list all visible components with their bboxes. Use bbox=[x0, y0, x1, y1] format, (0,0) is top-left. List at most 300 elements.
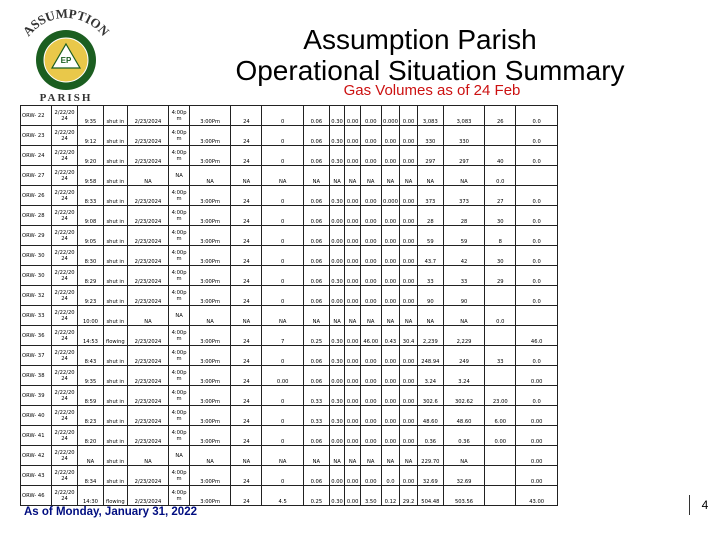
parish-seal-logo bbox=[2, 6, 130, 106]
table-cell: 3:00Pm bbox=[189, 386, 230, 406]
table-cell: 2/22/20 24 bbox=[52, 486, 78, 506]
table-cell: NA bbox=[345, 446, 361, 466]
table-cell: 2/22/20 24 bbox=[52, 466, 78, 486]
table-cell: NA bbox=[345, 166, 361, 186]
table-cell: 4:00p m bbox=[169, 426, 190, 446]
table-cell: 33 bbox=[485, 346, 516, 366]
table-cell: 24 bbox=[231, 266, 262, 286]
table-cell: NA bbox=[169, 166, 190, 186]
table-cell bbox=[485, 446, 516, 466]
table-cell: 0.00 bbox=[381, 406, 400, 426]
table-cell: 33 bbox=[443, 266, 484, 286]
table-cell: shut in bbox=[103, 366, 127, 386]
well-name-cell: ORW- 24 bbox=[21, 146, 52, 166]
table-cell: 0.00 bbox=[345, 346, 361, 366]
table-cell: 4:00p m bbox=[169, 486, 190, 506]
table-cell: 2/22/20 24 bbox=[52, 446, 78, 466]
table-cell: 3.50 bbox=[360, 486, 381, 506]
table-cell: 24 bbox=[231, 426, 262, 446]
table-cell: 6.00 bbox=[485, 406, 516, 426]
table-cell: 2/22/20 24 bbox=[52, 406, 78, 426]
well-name-cell: ORW- 43 bbox=[21, 466, 52, 486]
table-cell: 3:00Pm bbox=[189, 406, 230, 426]
table-cell: 0.00 bbox=[345, 206, 361, 226]
table-cell: NA bbox=[189, 306, 230, 326]
table-cell: NA bbox=[400, 446, 418, 466]
table-cell: 8:43 bbox=[78, 346, 104, 366]
table-cell: NA bbox=[231, 446, 262, 466]
table-cell: 0.06 bbox=[303, 286, 329, 306]
table-cell: 4:00p m bbox=[169, 386, 190, 406]
table-cell: NA bbox=[262, 446, 303, 466]
table-cell: 3:00Pm bbox=[189, 146, 230, 166]
table-cell: 2/22/20 24 bbox=[52, 186, 78, 206]
as-of-date: As of Monday, January 31, 2022 bbox=[24, 506, 197, 518]
seal-text-top: ASSUMPTION bbox=[19, 6, 113, 39]
table-cell: 0.0 bbox=[516, 386, 558, 406]
table-cell: 90 bbox=[443, 286, 484, 306]
table-cell: 0.0 bbox=[516, 266, 558, 286]
table-cell: 0.00 bbox=[345, 366, 361, 386]
well-name-cell: ORW- 30 bbox=[21, 266, 52, 286]
table-row bbox=[21, 126, 558, 146]
table-cell: 0.36 bbox=[443, 426, 484, 446]
table-cell: 297 bbox=[417, 146, 443, 166]
table-cell: NA bbox=[400, 166, 418, 186]
table-cell: shut in bbox=[103, 286, 127, 306]
table-cell: 0.00 bbox=[400, 426, 418, 446]
table-cell: 0.00 bbox=[360, 226, 381, 246]
table-cell: 0.00 bbox=[329, 206, 345, 226]
table-cell: 0 bbox=[262, 126, 303, 146]
table-cell: 2/23/2024 bbox=[127, 226, 168, 246]
table-cell: 2/23/2024 bbox=[127, 146, 168, 166]
table-cell: 0.0 bbox=[516, 346, 558, 366]
table-cell: 29 bbox=[485, 266, 516, 286]
table-cell: 0.00 bbox=[360, 466, 381, 486]
table-cell: 2/22/20 24 bbox=[52, 386, 78, 406]
table-cell: 2/23/2024 bbox=[127, 186, 168, 206]
table-cell: 0.00 bbox=[360, 286, 381, 306]
page-subtitle: Gas Volumes as of 24 Feb bbox=[343, 82, 521, 99]
table-cell: 4.5 bbox=[262, 486, 303, 506]
table-cell: NA bbox=[381, 166, 400, 186]
table-row bbox=[21, 366, 558, 386]
table-cell: 0.00 bbox=[360, 266, 381, 286]
table-cell: 0.00 bbox=[345, 266, 361, 286]
table-cell: 0.00 bbox=[329, 286, 345, 306]
table-cell: NA bbox=[381, 306, 400, 326]
page-title-line2: Operational Situation Summary bbox=[235, 55, 625, 86]
table-cell: 4:00p m bbox=[169, 146, 190, 166]
table-cell: NA bbox=[127, 306, 168, 326]
table-cell: 0.00 bbox=[381, 206, 400, 226]
table-cell: 2/22/20 24 bbox=[52, 286, 78, 306]
table-cell: 28 bbox=[443, 206, 484, 226]
table-cell: NA bbox=[345, 306, 361, 326]
table-cell: 2/22/20 24 bbox=[52, 126, 78, 146]
table-cell: 9:20 bbox=[78, 146, 104, 166]
table-cell: 2/22/20 24 bbox=[52, 146, 78, 166]
table-cell: 0.30 bbox=[329, 266, 345, 286]
table-cell: 30 bbox=[485, 246, 516, 266]
table-cell: 4:00p m bbox=[169, 186, 190, 206]
table-cell: 0.00 bbox=[345, 386, 361, 406]
table-cell: 4:00p m bbox=[169, 286, 190, 306]
table-cell: 10:00 bbox=[78, 306, 104, 326]
table-cell: 42 bbox=[443, 246, 484, 266]
table-row bbox=[21, 386, 558, 406]
table-cell: 8:59 bbox=[78, 386, 104, 406]
table-cell: 8:34 bbox=[78, 466, 104, 486]
table-cell: 59 bbox=[417, 226, 443, 246]
table-cell: 0.00 bbox=[400, 286, 418, 306]
table-cell: 0.0 bbox=[516, 106, 558, 126]
table-cell: 14:30 bbox=[78, 486, 104, 506]
table-cell: 48.60 bbox=[417, 406, 443, 426]
table-cell: 3:00Pm bbox=[189, 486, 230, 506]
table-cell: 0.00 bbox=[360, 366, 381, 386]
table-cell: 2/23/2024 bbox=[127, 426, 168, 446]
table-cell: 24 bbox=[231, 386, 262, 406]
table-cell: 4:00p m bbox=[169, 106, 190, 126]
table-cell: 0.00 bbox=[360, 406, 381, 426]
well-name-cell: ORW- 42 bbox=[21, 446, 52, 466]
table-cell: 0.25 bbox=[303, 486, 329, 506]
table-cell: NA bbox=[231, 166, 262, 186]
table-cell: 0.06 bbox=[303, 226, 329, 246]
table-cell: 0.000 bbox=[381, 106, 400, 126]
table-cell: 2/23/2024 bbox=[127, 106, 168, 126]
table-cell: 0.00 bbox=[345, 246, 361, 266]
table-row bbox=[21, 346, 558, 366]
table-cell: 0.06 bbox=[303, 206, 329, 226]
table-cell: 3.24 bbox=[417, 366, 443, 386]
table-cell: 3:00Pm bbox=[189, 246, 230, 266]
table-cell: 0.00 bbox=[381, 226, 400, 246]
table-cell: 24 bbox=[231, 406, 262, 426]
well-name-cell: ORW- 32 bbox=[21, 286, 52, 306]
well-name-cell: ORW- 23 bbox=[21, 126, 52, 146]
table-cell: 0.00 bbox=[329, 466, 345, 486]
table-cell: 2/23/2024 bbox=[127, 326, 168, 346]
table-cell: 0.00 bbox=[360, 426, 381, 446]
table-cell: 2/23/2024 bbox=[127, 366, 168, 386]
table-cell: 0.000 bbox=[381, 186, 400, 206]
table-cell: 30 bbox=[485, 206, 516, 226]
table-cell: shut in bbox=[103, 186, 127, 206]
table-cell: 0.00 bbox=[400, 106, 418, 126]
table-cell: 0.00 bbox=[360, 246, 381, 266]
table-cell: 0.30 bbox=[329, 106, 345, 126]
table-cell: shut in bbox=[103, 226, 127, 246]
table-cell: 4:00p m bbox=[169, 126, 190, 146]
table-cell: 29.2 bbox=[400, 486, 418, 506]
table-cell: 0.06 bbox=[303, 266, 329, 286]
table-cell: 2/22/20 24 bbox=[52, 226, 78, 246]
table-cell: shut in bbox=[103, 126, 127, 146]
table-cell: NA bbox=[231, 306, 262, 326]
table-cell: 0.33 bbox=[303, 406, 329, 426]
table-cell: 24 bbox=[231, 126, 262, 146]
table-cell: 2/22/20 24 bbox=[52, 306, 78, 326]
table-cell bbox=[516, 166, 558, 186]
table-cell: 24 bbox=[231, 146, 262, 166]
table-cell: NA bbox=[400, 306, 418, 326]
table-cell: 32.69 bbox=[417, 466, 443, 486]
table-cell: 0.00 bbox=[381, 366, 400, 386]
table-cell: NA bbox=[329, 446, 345, 466]
table-cell: 32.69 bbox=[443, 466, 484, 486]
table-cell: NA bbox=[303, 166, 329, 186]
table-cell: 330 bbox=[417, 126, 443, 146]
table-cell: 48.60 bbox=[443, 406, 484, 426]
table-cell: 3:00Pm bbox=[189, 286, 230, 306]
table-cell: NA bbox=[417, 166, 443, 186]
table-row bbox=[21, 186, 558, 206]
table-row bbox=[21, 426, 558, 446]
table-cell bbox=[485, 126, 516, 146]
table-cell: 2/22/20 24 bbox=[52, 166, 78, 186]
table-cell: 248.94 bbox=[417, 346, 443, 366]
table-cell: 0.30 bbox=[329, 406, 345, 426]
table-cell: 0.30 bbox=[329, 386, 345, 406]
table-cell: 0.00 bbox=[381, 146, 400, 166]
table-cell: 330 bbox=[443, 126, 484, 146]
table-cell: 0 bbox=[262, 226, 303, 246]
table-cell: 43.00 bbox=[516, 486, 558, 506]
table-cell: shut in bbox=[103, 146, 127, 166]
table-cell: 8:30 bbox=[78, 246, 104, 266]
table-cell: 302.6 bbox=[417, 386, 443, 406]
table-row bbox=[21, 266, 558, 286]
table-cell: 3:00Pm bbox=[189, 266, 230, 286]
well-name-cell: ORW- 33 bbox=[21, 306, 52, 326]
table-row bbox=[21, 486, 558, 506]
table-cell: shut in bbox=[103, 306, 127, 326]
table-cell: 0.33 bbox=[303, 386, 329, 406]
table-cell: 0.06 bbox=[303, 466, 329, 486]
table-cell: 4:00p m bbox=[169, 226, 190, 246]
table-cell: 9:05 bbox=[78, 226, 104, 246]
table-cell: 0.00 bbox=[516, 406, 558, 426]
table-cell bbox=[485, 466, 516, 486]
table-cell: NA bbox=[303, 306, 329, 326]
table-cell: 0 bbox=[262, 206, 303, 226]
table-cell: NA bbox=[417, 306, 443, 326]
table-cell: 24 bbox=[231, 246, 262, 266]
table-cell: 0 bbox=[262, 466, 303, 486]
table-cell: 0.00 bbox=[345, 486, 361, 506]
table-cell: 0.00 bbox=[400, 226, 418, 246]
table-cell: 3,083 bbox=[417, 106, 443, 126]
table-cell: 0.0 bbox=[485, 306, 516, 326]
table-cell: 0.00 bbox=[345, 226, 361, 246]
table-cell: shut in bbox=[103, 426, 127, 446]
table-cell: 302.62 bbox=[443, 386, 484, 406]
table-cell: 4:00p m bbox=[169, 326, 190, 346]
table-cell: 373 bbox=[443, 186, 484, 206]
table-cell: flowing bbox=[103, 326, 127, 346]
table-cell: NA bbox=[262, 166, 303, 186]
table-cell bbox=[516, 306, 558, 326]
table-cell: 4:00p m bbox=[169, 206, 190, 226]
table-cell: 0.12 bbox=[381, 486, 400, 506]
table-cell: 0.00 bbox=[400, 146, 418, 166]
table-cell: 0.43 bbox=[381, 326, 400, 346]
table-cell: shut in bbox=[103, 106, 127, 126]
table-cell: 0.00 bbox=[329, 426, 345, 446]
table-cell: 0.0 bbox=[516, 286, 558, 306]
table-cell: 0.00 bbox=[400, 246, 418, 266]
table-row bbox=[21, 146, 558, 166]
table-cell: 27 bbox=[485, 186, 516, 206]
table-cell: 0 bbox=[262, 426, 303, 446]
well-name-cell: ORW- 26 bbox=[21, 186, 52, 206]
table-cell: 2/23/2024 bbox=[127, 246, 168, 266]
table-row bbox=[21, 326, 558, 346]
table-cell: 0.00 bbox=[400, 206, 418, 226]
table-cell: shut in bbox=[103, 466, 127, 486]
table-cell: 373 bbox=[417, 186, 443, 206]
well-name-cell: ORW- 41 bbox=[21, 426, 52, 446]
table-cell: 24 bbox=[231, 466, 262, 486]
table-cell: 24 bbox=[231, 326, 262, 346]
table-cell: 0.30 bbox=[329, 346, 345, 366]
table-cell: 0.00 bbox=[381, 286, 400, 306]
well-name-cell: ORW- 28 bbox=[21, 206, 52, 226]
page-number: 4 bbox=[689, 495, 720, 515]
table-cell: 2/23/2024 bbox=[127, 286, 168, 306]
table-cell: 0.00 bbox=[345, 406, 361, 426]
table-cell: shut in bbox=[103, 346, 127, 366]
table-cell: 24 bbox=[231, 106, 262, 126]
table-cell: 0.00 bbox=[381, 126, 400, 146]
table-cell: 0.30 bbox=[329, 326, 345, 346]
table-cell: 0 bbox=[262, 386, 303, 406]
well-name-cell: ORW- 38 bbox=[21, 366, 52, 386]
table-cell: 3:00Pm bbox=[189, 466, 230, 486]
table-cell: 0.00 bbox=[381, 346, 400, 366]
table-cell: 0.0 bbox=[485, 166, 516, 186]
table-cell: NA bbox=[443, 166, 484, 186]
table-cell: 2/23/2024 bbox=[127, 406, 168, 426]
table-cell: 0.06 bbox=[303, 366, 329, 386]
table-row bbox=[21, 106, 558, 126]
table-cell: 0.0 bbox=[516, 146, 558, 166]
table-cell: 2/23/2024 bbox=[127, 386, 168, 406]
table-cell: 0.0 bbox=[516, 126, 558, 146]
table-cell: 9:08 bbox=[78, 206, 104, 226]
table-cell: 3,083 bbox=[443, 106, 484, 126]
table-cell: 0.0 bbox=[516, 226, 558, 246]
seal-text-bottom: PARISH bbox=[39, 92, 93, 104]
table-cell: 297 bbox=[443, 146, 484, 166]
table-cell: 9:12 bbox=[78, 126, 104, 146]
table-cell: NA bbox=[381, 446, 400, 466]
table-cell: 0.0 bbox=[516, 246, 558, 266]
table-cell: 24 bbox=[231, 486, 262, 506]
table-cell: 229.70 bbox=[417, 446, 443, 466]
table-cell: NA bbox=[443, 446, 484, 466]
table-cell: 0.00 bbox=[485, 426, 516, 446]
table-cell: NA bbox=[303, 446, 329, 466]
table-row bbox=[21, 466, 558, 486]
table-cell: 90 bbox=[417, 286, 443, 306]
table-cell: 2/22/20 24 bbox=[52, 346, 78, 366]
table-cell: 33 bbox=[417, 266, 443, 286]
table-cell: 40 bbox=[485, 146, 516, 166]
table-cell: 0.00 bbox=[329, 246, 345, 266]
well-name-cell: ORW- 39 bbox=[21, 386, 52, 406]
table-cell: 2,239 bbox=[417, 326, 443, 346]
table-cell: 0 bbox=[262, 286, 303, 306]
table-cell: shut in bbox=[103, 166, 127, 186]
table-cell: NA bbox=[329, 166, 345, 186]
table-row bbox=[21, 206, 558, 226]
table-row bbox=[21, 406, 558, 426]
table-cell: 0.00 bbox=[345, 466, 361, 486]
table-cell: 2/23/2024 bbox=[127, 466, 168, 486]
table-cell: 23.00 bbox=[485, 386, 516, 406]
table-cell: 0.0 bbox=[381, 466, 400, 486]
table-cell: shut in bbox=[103, 266, 127, 286]
table-cell: 24 bbox=[231, 206, 262, 226]
table-cell: 9:23 bbox=[78, 286, 104, 306]
table-cell: shut in bbox=[103, 446, 127, 466]
page-title-line1: Assumption Parish bbox=[303, 24, 537, 55]
table-cell: 0.06 bbox=[303, 126, 329, 146]
table-cell: 0.06 bbox=[303, 426, 329, 446]
table-cell: 0.00 bbox=[329, 226, 345, 246]
table-cell: 24 bbox=[231, 346, 262, 366]
well-name-cell: ORW- 27 bbox=[21, 166, 52, 186]
table-cell: shut in bbox=[103, 406, 127, 426]
table-cell: 3.24 bbox=[443, 366, 484, 386]
well-name-cell: ORW- 22 bbox=[21, 106, 52, 126]
table-cell: 0 bbox=[262, 186, 303, 206]
table-cell: 2/22/20 24 bbox=[52, 106, 78, 126]
table-cell: 4:00p m bbox=[169, 466, 190, 486]
table-cell: NA bbox=[189, 446, 230, 466]
table-cell: 3:00Pm bbox=[189, 426, 230, 446]
table-cell: 249 bbox=[443, 346, 484, 366]
table-cell: NA bbox=[169, 306, 190, 326]
table-cell: 0.00 bbox=[400, 126, 418, 146]
table-cell: 0.00 bbox=[516, 366, 558, 386]
table-cell: NA bbox=[169, 446, 190, 466]
table-cell: 0 bbox=[262, 266, 303, 286]
table-cell: 24 bbox=[231, 226, 262, 246]
table-cell: 30.4 bbox=[400, 326, 418, 346]
table-cell: 0.06 bbox=[303, 186, 329, 206]
table-cell: 0.00 bbox=[345, 106, 361, 126]
table-cell: 3:00Pm bbox=[189, 326, 230, 346]
table-cell: 503.56 bbox=[443, 486, 484, 506]
table-cell: 0 bbox=[262, 106, 303, 126]
table-cell: 0.00 bbox=[345, 126, 361, 146]
table-cell: 2/23/2024 bbox=[127, 346, 168, 366]
table-cell: 2/22/20 24 bbox=[52, 366, 78, 386]
table-cell: NA bbox=[360, 446, 381, 466]
table-cell: 0.25 bbox=[303, 326, 329, 346]
table-row bbox=[21, 446, 558, 466]
table-cell: 0 bbox=[262, 146, 303, 166]
table-cell: 0 bbox=[262, 346, 303, 366]
table-cell: NA bbox=[262, 306, 303, 326]
gas-volumes-table bbox=[20, 105, 558, 506]
table-cell: 0.00 bbox=[329, 366, 345, 386]
